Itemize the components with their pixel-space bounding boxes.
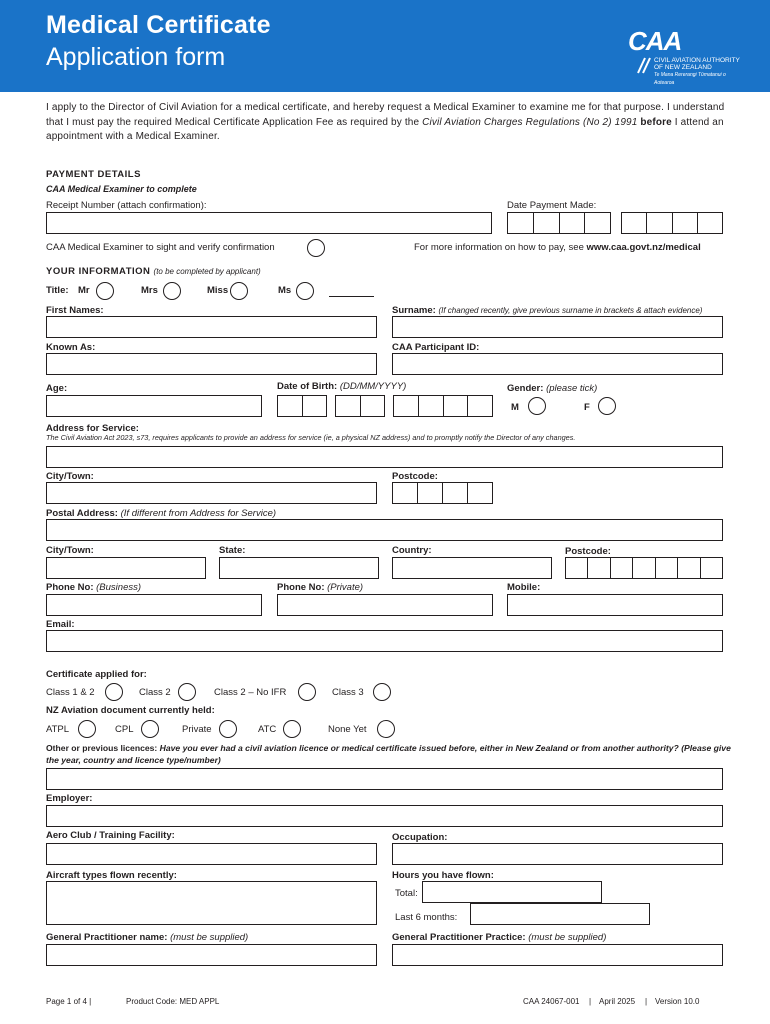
dob-label-text: Date of Birth: bbox=[277, 381, 338, 392]
form-title: Medical Certificate bbox=[46, 11, 271, 39]
doc-cpl-label: CPL bbox=[115, 724, 134, 735]
caa-logo-mark: CAA bbox=[628, 26, 682, 56]
gp-name-text: General Practitioner name: bbox=[46, 932, 168, 943]
title-ms-label: Ms bbox=[278, 285, 292, 296]
employer-field[interactable] bbox=[46, 805, 723, 827]
your-info-heading-note: (to be completed by applicant) bbox=[153, 267, 261, 276]
mobile-field[interactable] bbox=[507, 594, 723, 616]
total-hours-field[interactable] bbox=[422, 881, 602, 903]
doc-private-label: Private bbox=[182, 724, 212, 735]
other-licences-text: Other or previous licences: bbox=[46, 743, 158, 753]
age-field[interactable] bbox=[46, 395, 262, 417]
postal-city-field[interactable] bbox=[46, 557, 206, 579]
postal-city-label: City/Town: bbox=[46, 545, 94, 556]
class-3-label: Class 3 bbox=[332, 687, 364, 698]
doc-atpl-checkbox[interactable] bbox=[78, 720, 96, 738]
footer-code: CAA 24067-001 bbox=[523, 997, 580, 1006]
payment-info-link[interactable]: www.caa.govt.nz/medical bbox=[586, 242, 701, 253]
payment-info bbox=[414, 242, 701, 253]
other-licences-field[interactable] bbox=[46, 768, 723, 790]
gender-f-label: F bbox=[584, 402, 590, 413]
sight-verify-checkbox[interactable] bbox=[307, 239, 325, 257]
dob-format: (DD/MM/YYYY) bbox=[339, 381, 407, 392]
title-mrs-checkbox[interactable] bbox=[163, 282, 181, 300]
payment-sub: CAA Medical Examiner to complete bbox=[46, 184, 197, 194]
gender-f-checkbox[interactable] bbox=[598, 397, 616, 415]
phone-business-text: Phone No: bbox=[46, 582, 94, 593]
dob-month[interactable] bbox=[335, 395, 385, 417]
title-label: Title: bbox=[46, 285, 69, 296]
aircraft-types-field[interactable] bbox=[46, 881, 377, 925]
logo-line-2: OF NEW ZEALAND bbox=[654, 64, 712, 71]
payment-info-text: For more information on how to pay, see bbox=[414, 242, 587, 253]
state-label: State: bbox=[219, 545, 246, 556]
intro-paragraph bbox=[46, 101, 736, 145]
class-2-no-ifr-checkbox[interactable] bbox=[298, 683, 316, 701]
phone-private-text: Phone No: bbox=[277, 582, 325, 593]
aero-club-field[interactable] bbox=[46, 843, 377, 865]
phone-business-label bbox=[46, 582, 141, 593]
doc-none-yet-label: None Yet bbox=[328, 724, 367, 735]
your-info-heading-text: YOUR INFORMATION bbox=[46, 266, 151, 277]
city-town-label: City/Town: bbox=[46, 471, 94, 482]
sight-label: CAA Medical Examiner to sight and verify confirmation bbox=[46, 242, 275, 253]
doc-private-checkbox[interactable] bbox=[219, 720, 237, 738]
gender-m-label: M bbox=[511, 402, 519, 413]
title-miss-label: Miss bbox=[207, 285, 229, 296]
aero-club-label: Aero Club / Training Facility: bbox=[46, 830, 175, 841]
last-6-months-field[interactable] bbox=[470, 903, 650, 925]
cert-applied-label: Certificate applied for: bbox=[46, 669, 147, 680]
surname-label-text: Surname: bbox=[392, 305, 436, 316]
header-banner bbox=[0, 0, 770, 92]
title-ms-checkbox[interactable] bbox=[296, 282, 314, 300]
phone-private-field[interactable] bbox=[277, 594, 493, 616]
class-2-label: Class 2 bbox=[139, 687, 171, 698]
footer-date: April 2025 bbox=[599, 997, 636, 1006]
caa-logo bbox=[626, 24, 746, 86]
title-miss-checkbox[interactable] bbox=[230, 282, 248, 300]
receipt-label: Receipt Number (attach confirmation): bbox=[46, 200, 207, 211]
surname-field[interactable] bbox=[392, 316, 723, 338]
address-service-label: Address for Service: bbox=[46, 423, 139, 434]
dob-day[interactable] bbox=[277, 395, 327, 417]
logo-line-3: Te Mana Rererangi Tūmatanui o Aotearoa bbox=[654, 72, 726, 86]
logo-slash-icon bbox=[636, 56, 654, 74]
surname-note: (If changed recently, give previous surname in brackets & attach evidence) bbox=[438, 306, 703, 315]
country-field[interactable] bbox=[392, 557, 552, 579]
doc-none-yet-checkbox[interactable] bbox=[377, 720, 395, 738]
payment-heading: PAYMENT DETAILS bbox=[46, 169, 141, 180]
footer-version: Version 10.0 bbox=[655, 997, 700, 1006]
postal-address-label bbox=[46, 508, 276, 519]
employer-label: Employer: bbox=[46, 793, 93, 804]
class-1-2-label: Class 1 & 2 bbox=[46, 687, 95, 698]
other-licences-label bbox=[46, 743, 736, 766]
phone-business-note: (Business) bbox=[96, 582, 142, 593]
postcode-label: Postcode: bbox=[392, 471, 438, 482]
gp-practice-field[interactable] bbox=[392, 944, 723, 966]
receipt-number-field[interactable] bbox=[46, 212, 492, 234]
postal-address-note: (If different from Address for Service) bbox=[120, 508, 277, 519]
total-hours-label: Total: bbox=[395, 888, 418, 899]
first-names-field[interactable] bbox=[46, 316, 377, 338]
nz-doc-label: NZ Aviation document currently held: bbox=[46, 705, 215, 716]
footer-sep-2: | bbox=[645, 997, 648, 1006]
mobile-label: Mobile: bbox=[507, 582, 541, 593]
gp-name-field[interactable] bbox=[46, 944, 377, 966]
class-3-checkbox[interactable] bbox=[373, 683, 391, 701]
date-paid-ddmm[interactable] bbox=[507, 212, 611, 234]
title-mr-checkbox[interactable] bbox=[96, 282, 114, 300]
footer-sep-1: | bbox=[589, 997, 592, 1006]
postal-address-field[interactable] bbox=[46, 519, 723, 541]
hours-flown-label: Hours you have flown: bbox=[392, 870, 494, 881]
date-paid-yyyy[interactable] bbox=[621, 212, 723, 234]
age-label: Age: bbox=[46, 383, 68, 394]
title-mrs-label: Mrs bbox=[141, 285, 158, 296]
class-2-checkbox[interactable] bbox=[178, 683, 196, 701]
gender-label-text: Gender: bbox=[507, 383, 544, 394]
postcode-field[interactable] bbox=[392, 482, 493, 504]
footer-page: Page 1 of 4 | bbox=[46, 997, 92, 1006]
intro-text-b: I attend an appointment with a Medical Examiner. bbox=[46, 116, 724, 142]
known-as-label: Known As: bbox=[46, 342, 96, 353]
gp-practice-text: General Practitioner Practice: bbox=[392, 932, 526, 943]
postal-postcode-field[interactable] bbox=[565, 557, 723, 579]
gp-practice-label bbox=[392, 932, 606, 943]
form-subtitle: Application form bbox=[46, 43, 226, 71]
doc-atpl-label: ATPL bbox=[46, 724, 70, 735]
postal-address-text: Postal Address: bbox=[46, 508, 118, 519]
aircraft-types-label: Aircraft types flown recently: bbox=[46, 870, 177, 881]
email-label: Email: bbox=[46, 619, 75, 630]
your-info-heading bbox=[46, 266, 261, 277]
first-names-label: First Names: bbox=[46, 305, 104, 316]
last-6-months-label: Last 6 months: bbox=[395, 912, 458, 923]
footer-product: Product Code: MED APPL bbox=[126, 997, 220, 1006]
known-as-field[interactable] bbox=[46, 353, 377, 375]
participant-id-field[interactable] bbox=[392, 353, 723, 375]
doc-atc-label: ATC bbox=[258, 724, 277, 735]
doc-cpl-checkbox[interactable] bbox=[141, 720, 159, 738]
gp-practice-note: (must be supplied) bbox=[528, 932, 607, 943]
gender-label bbox=[507, 383, 597, 394]
phone-private-label bbox=[277, 582, 363, 593]
doc-atc-checkbox[interactable] bbox=[283, 720, 301, 738]
title-mr-label: Mr bbox=[78, 285, 90, 296]
phone-business-field[interactable] bbox=[46, 594, 262, 616]
state-field[interactable] bbox=[219, 557, 379, 579]
class-2-no-ifr-label: Class 2 – No IFR bbox=[214, 687, 287, 698]
postal-postcode-label: Postcode: bbox=[565, 546, 611, 557]
address-service-field[interactable] bbox=[46, 446, 723, 468]
city-town-field[interactable] bbox=[46, 482, 377, 504]
email-field[interactable] bbox=[46, 630, 723, 652]
intro-before: before bbox=[640, 116, 672, 128]
class-1-2-checkbox[interactable] bbox=[105, 683, 123, 701]
other-licences-note: Have you ever had a civil aviation licence or medical certificate issued before, either in New Zealand or from another authority? (Please give the year, country and licence type/number) bbox=[46, 743, 731, 765]
occupation-field[interactable] bbox=[392, 843, 723, 865]
phone-private-note: (Private) bbox=[327, 582, 364, 593]
surname-label bbox=[392, 305, 702, 316]
gender-note: (please tick) bbox=[546, 383, 598, 394]
title-other-line[interactable] bbox=[329, 296, 374, 297]
participant-id-label: CAA Participant ID: bbox=[392, 342, 480, 353]
gp-name-note: (must be supplied) bbox=[170, 932, 249, 943]
dob-year[interactable] bbox=[393, 395, 493, 417]
logo-line-1: CIVIL AVIATION AUTHORITY bbox=[654, 57, 740, 64]
gp-name-label bbox=[46, 932, 248, 943]
intro-text-a: I apply to the Director of Civil Aviation for a medical certificate, and hereby request a Medical Examiner to examine me for that purpose. I understand that I must pay the required Medical Certificate Application Fee as required by the bbox=[46, 102, 725, 128]
dob-label bbox=[277, 381, 406, 392]
date-paid-label: Date Payment Made: bbox=[507, 200, 597, 211]
occupation-label: Occupation: bbox=[392, 832, 448, 843]
intro-regulation: Civil Aviation Charges Regulations (No 2) 1991 bbox=[422, 116, 638, 128]
country-label: Country: bbox=[392, 545, 432, 556]
address-service-note: The Civil Aviation Act 2023, s73, requires applicants to provide an address for service (ie, a physical NZ address) and to promptly notify the Director of any changes. bbox=[46, 433, 576, 442]
gender-m-checkbox[interactable] bbox=[528, 397, 546, 415]
